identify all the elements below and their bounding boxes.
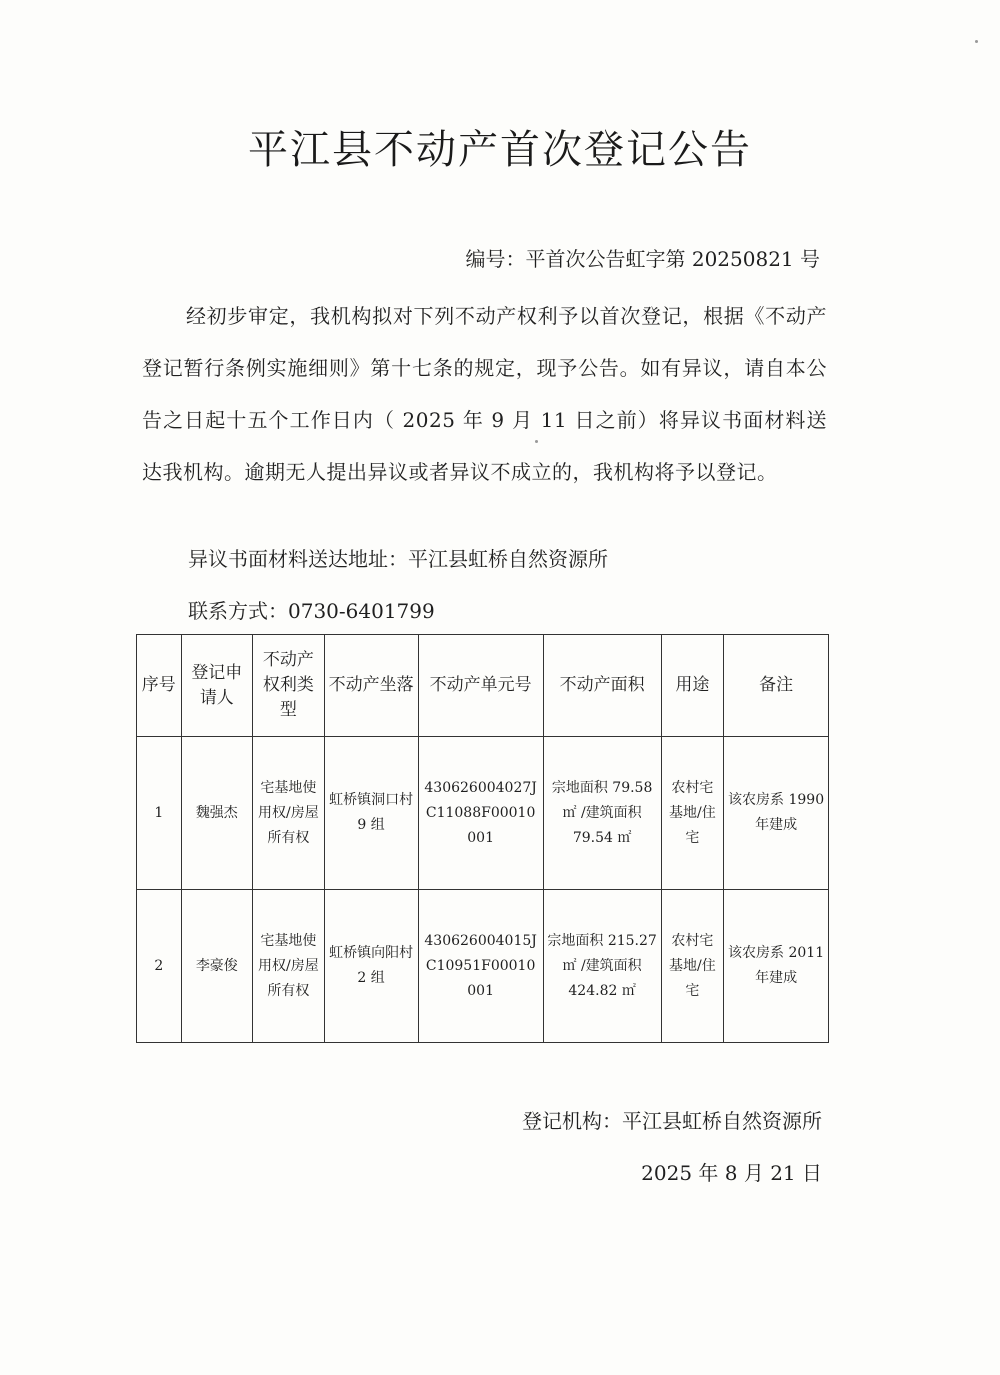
issue-date: 2025 年 8 月 21 日 xyxy=(641,1161,822,1185)
page-title: 平江县不动产首次登记公告 xyxy=(248,127,752,173)
scan-speck xyxy=(535,440,538,443)
cell-no: 1 xyxy=(137,737,182,890)
cell-unit-no: 430626004027JC11088F00010001 xyxy=(418,737,543,890)
header-area: 不动产面积 xyxy=(543,635,661,737)
table-row xyxy=(137,737,829,890)
cell-location: 虹桥镇向阳村 2 组 xyxy=(324,890,418,1043)
table-row xyxy=(137,890,829,1043)
header-unit-no: 不动产单元号 xyxy=(418,635,543,737)
cell-usage: 农村宅基地/住宅 xyxy=(661,890,724,1043)
header-usage: 用途 xyxy=(661,635,724,737)
cell-no: 2 xyxy=(137,890,182,1043)
table-header-row xyxy=(137,635,829,737)
contact-info: 联系方式：0730-6401799 xyxy=(188,599,435,623)
cell-right-type: 宅基地使用权/房屋所有权 xyxy=(253,890,325,1043)
cell-remarks: 该农房系 2011 年建成 xyxy=(724,890,829,1043)
cell-right-type: 宅基地使用权/房屋所有权 xyxy=(253,737,325,890)
cell-applicant: 李豪俊 xyxy=(181,890,252,1043)
scan-speck xyxy=(975,40,978,43)
cell-usage: 农村宅基地/住宅 xyxy=(661,737,724,890)
header-remarks: 备注 xyxy=(724,635,829,737)
body-paragraph: 经初步审定，我机构拟对下列不动产权利予以首次登记，根据《不动产登记暂行条例实施细则》第十七条的规定，现予公告。如有异议，请自本公告之日起十五个工作日内（ 2025 年 9 月 11 日之前）将异议书面材料送达我机构。逾期无人提出异议或者异议不成立的，我机构将予以登记。 xyxy=(142,304,827,484)
cell-area: 宗地面积 79.58 ㎡ /建筑面积 79.54 ㎡ xyxy=(543,737,661,890)
objection-address: 异议书面材料送达地址：平江县虹桥自然资源所 xyxy=(188,547,608,571)
cell-location: 虹桥镇洞口村 9 组 xyxy=(324,737,418,890)
document-number: 编号：平首次公告虹字第 20250821 号 xyxy=(465,247,820,271)
cell-applicant: 魏强杰 xyxy=(181,737,252,890)
header-applicant: 登记申请人 xyxy=(181,635,252,737)
cell-unit-no: 430626004015JC10951F00010001 xyxy=(418,890,543,1043)
issuing-organization: 登记机构：平江县虹桥自然资源所 xyxy=(522,1109,822,1133)
header-location: 不动产坐落 xyxy=(324,635,418,737)
header-right-type: 不动产权利类型 xyxy=(253,635,325,737)
cell-remarks: 该农房系 1990 年建成 xyxy=(724,737,829,890)
header-no: 序号 xyxy=(137,635,182,737)
cell-area: 宗地面积 215.27 ㎡ /建筑面积 424.82 ㎡ xyxy=(543,890,661,1043)
registration-table xyxy=(136,634,829,1043)
